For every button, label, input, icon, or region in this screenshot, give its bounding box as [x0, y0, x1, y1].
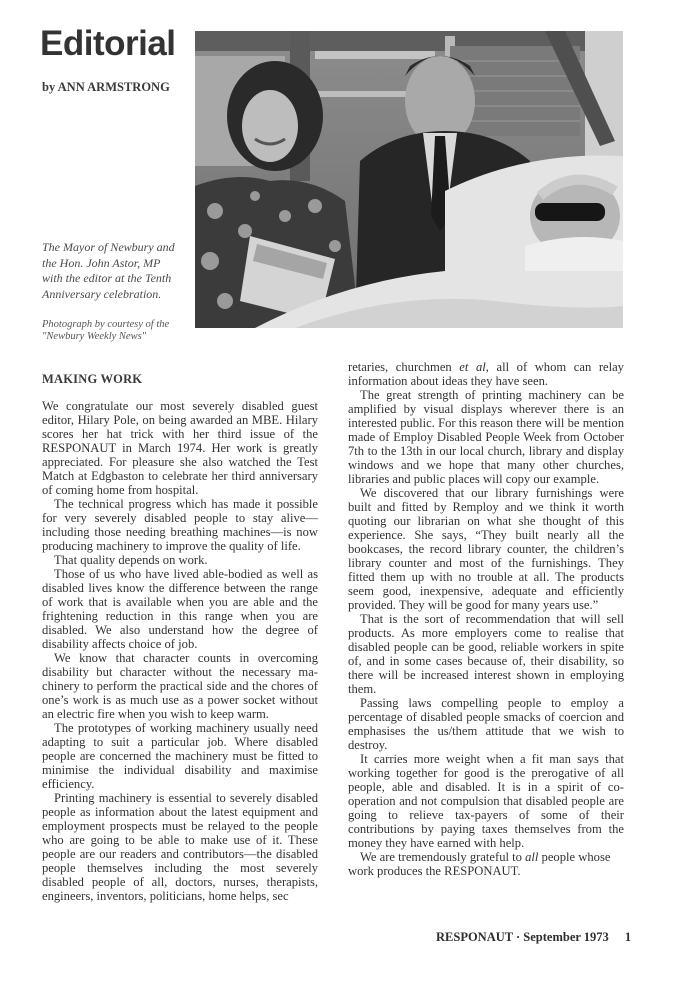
article-paragraph: Passing laws compelling people to employ a percentage of disabled people smacks of coercion and emphasises the us/them attitude that we wish to destroy.	[348, 696, 624, 752]
page-title: Editorial	[40, 24, 176, 63]
article-column-right	[348, 360, 624, 878]
article-paragraph-continued	[348, 360, 624, 388]
page-footer	[436, 930, 631, 945]
photo-illustration	[195, 31, 623, 328]
section-heading: MAKING WORK	[42, 372, 143, 386]
article-paragraph: We know that character counts in overcoming disability but character without the necessary machinery to perform the practical side and the chores of one’s work is as much use as a power socket without an electric fire when you wish to keep warm.	[42, 651, 318, 721]
photo-credit: Photograph by courtesy of the "Newbury Weekly News"	[42, 319, 170, 342]
italic-text: et al	[459, 360, 486, 374]
italic-text: all	[525, 850, 539, 864]
article-paragraph: That is the sort of recommendation that will sell products. As more employers come to realise that disabled people can be good, reliable workers in spite of, and in some cases because of, their disability, so there will be increased interest shown in employing them.	[348, 612, 624, 696]
text-run: people whose work produces the RESPONAUT.	[348, 850, 611, 878]
article-paragraph: Those of us who have lived able-bodied as well as disabled lives know the difference between the range of work that is available when you are able and the frightening reduction in this range when you are disabled. We also understand how the degree of disability affects choice of job.	[42, 567, 318, 651]
text-run: We are tremendously grateful to	[360, 850, 526, 864]
article-paragraph: We congratulate our most severely disabled guest editor, Hilary Pole, on being awarded an MBE. Hilary scores her hat trick with her third issue of the RESPONAUT in March 1974. Her work is greatly appreciated. For pleasure she also watched the Test Match at Edgbaston to celebrate her third anniversary of coming home from hospital.	[42, 399, 318, 497]
article-paragraph: That quality depends on work.	[54, 553, 208, 567]
photo-caption: The Mayor of Newbury and the Hon. John Astor, MP with the editor at the Tenth Anniversary celebration.	[42, 240, 175, 301]
text-run: , all of whom can relay information about ideas they have seen.	[348, 360, 624, 388]
text-run: retaries, churchmen	[348, 360, 460, 374]
article-paragraph: The prototypes of working machinery usually need adapting to suit a particular job. Where disabled people are concerned the machinery must be fitted to minimise the individual disability and maximise efficiency.	[42, 721, 318, 791]
article-paragraph: Printing machinery is essential to severely disabled people as information about the latest equipment and employment prospects must be relayed to the people who are going to be able to make use of it. These people are our readers and contributors—the disabled people themselves including the most severely disabled people of all, doctors, nurses, therapists, engineers, inventors, politicians, home helps, sec	[42, 791, 318, 903]
article-paragraph: It carries more weight when a fit man says that working together for good is the prerogative of all people, able and disabled. It is in a spirit of cooperation and not compulsion that disabled people are going to relieve tax-payers of some of their contributions by paying taxes themselves from the money they have earned with help.	[348, 752, 624, 850]
article-paragraph: The technical progress which has made it possible for very severely disabled people to stay alive—including those needing breathing machines—is now producing machinery to improve the quality of life.	[42, 497, 318, 553]
article-paragraph: We discovered that our library furnishings were built and fitted by Remploy and we think it worth quoting our librarian on what she thought of this experience. She says, “They built nearly all the bookcases, the record library counter, the children’s library counter and most of the furnishings. They fitted them up with no trouble at all. The products seem good, inexpensive, adequate and efficiently provided. They will be good for many years use.”	[348, 486, 624, 612]
page-number: 1	[624, 930, 632, 944]
publication-issue: RESPONAUT · September 1973	[436, 930, 609, 944]
author-byline: by ANN ARMSTRONG	[42, 80, 170, 94]
article-column-left	[42, 372, 318, 903]
article-paragraph: The great strength of printing machinery can be amplified by visual displays wherever there is an interested public. For this reason there will be mention made of Employ Disabled People Week from October 7th to the 13th in our local church, library and display windows and we hope that many other churches, libraries and public places will copy our example.	[348, 388, 624, 486]
article-paragraph-closing	[348, 850, 624, 878]
editorial-photo	[195, 31, 623, 328]
